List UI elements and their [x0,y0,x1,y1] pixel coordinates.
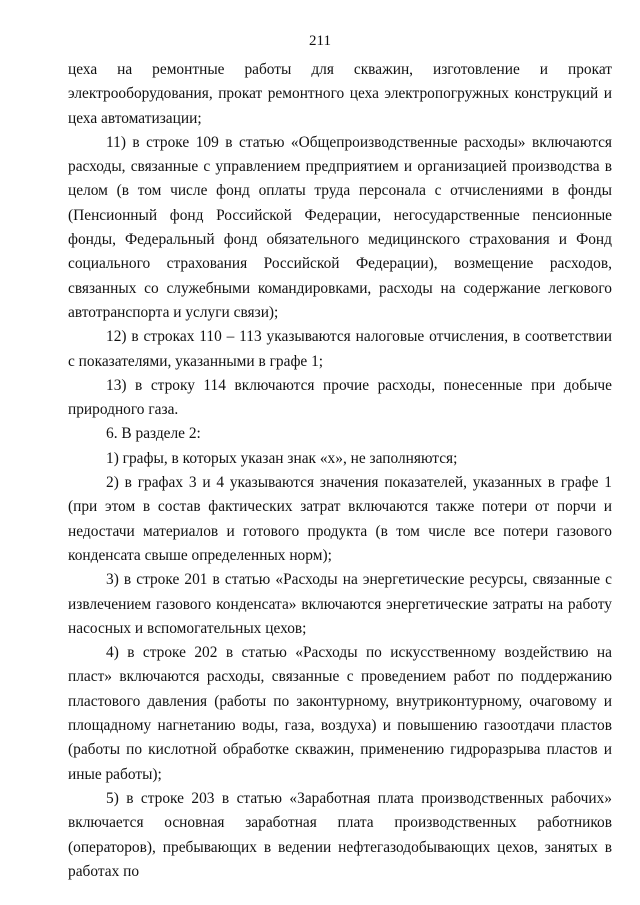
paragraph-item-11: 11) в строке 109 в статью «Общепроизводственные расходы» включаются расходы, связанные с управлением предприятием и организацией производства в целом (в том числе фонд оплаты труда персонала с отчислениями в фонды (Пенсионный фонд Российской Федерации, негосударственные пенсионные фонды, Федеральный фонд обязательного медицинского страхования и Фонд социального страхования Российской Федерации), возмещение расходов, связанных со служебными командировками, расходы на содержание легкового автотранспорта и услуги связи); [68,133,612,321]
paragraph-item-12: 12) в строках 110 – 113 указываются налоговые отчисления, в соответствии с показателями, указанными в графе 1; [68,328,612,370]
paragraph-item-5: 5) в строке 203 в статью «Заработная плата производственных рабочих» включается основная заработная плата производственных работников (операторов), пребывающих в ведении нефтегазодобывающих цехов, занятых в работах по [68,789,612,880]
paragraph-item-13: 13) в строку 114 включаются прочие расходы, понесенные при добыче природного газа. [68,376,612,419]
paragraph-item-3: 3) в строке 201 в статью «Расходы на энергетические ресурсы, связанные с извлечением газового конденсата» включаются энергетические затраты на работу насосных и вспомогательных цехов; [68,571,612,637]
document-body [68,58,612,884]
paragraph-item-2: 2) в графах 3 и 4 указываются значения показателей, указанных в графе 1 (при этом в состав фактических затрат включаются также потери от порчи и недостачи материалов и готового продукта (в том числе все потери газового конденсата свыше определенных норм); [68,474,612,564]
paragraph-item-4: 4) в строке 202 в статью «Расходы по искусственному воздействию на пласт» включаются расходы, связанные с проведением работ по поддержанию пластового давления (работы по законтурному, внутриконтурному, очаговому и площадному нагнетанию воды, газа, воздуха) и повышению газоотдачи пластов (работы по кислотной обработке скважин, применению гидроразрыва пластов и иные работы); [68,644,612,783]
paragraph-item-1: 1) графы, в которых указан знак «х», не заполняются; [106,449,458,467]
section-2-heading: 6. В разделе 2: [106,425,201,443]
page-number: 211 [309,33,331,49]
paragraph-continuation: цеха на ремонтные работы для скважин, изготовление и прокат электрооборудования, прокат ремонтного цеха электропогружных конструкций и цеха автоматизации; [68,61,612,127]
